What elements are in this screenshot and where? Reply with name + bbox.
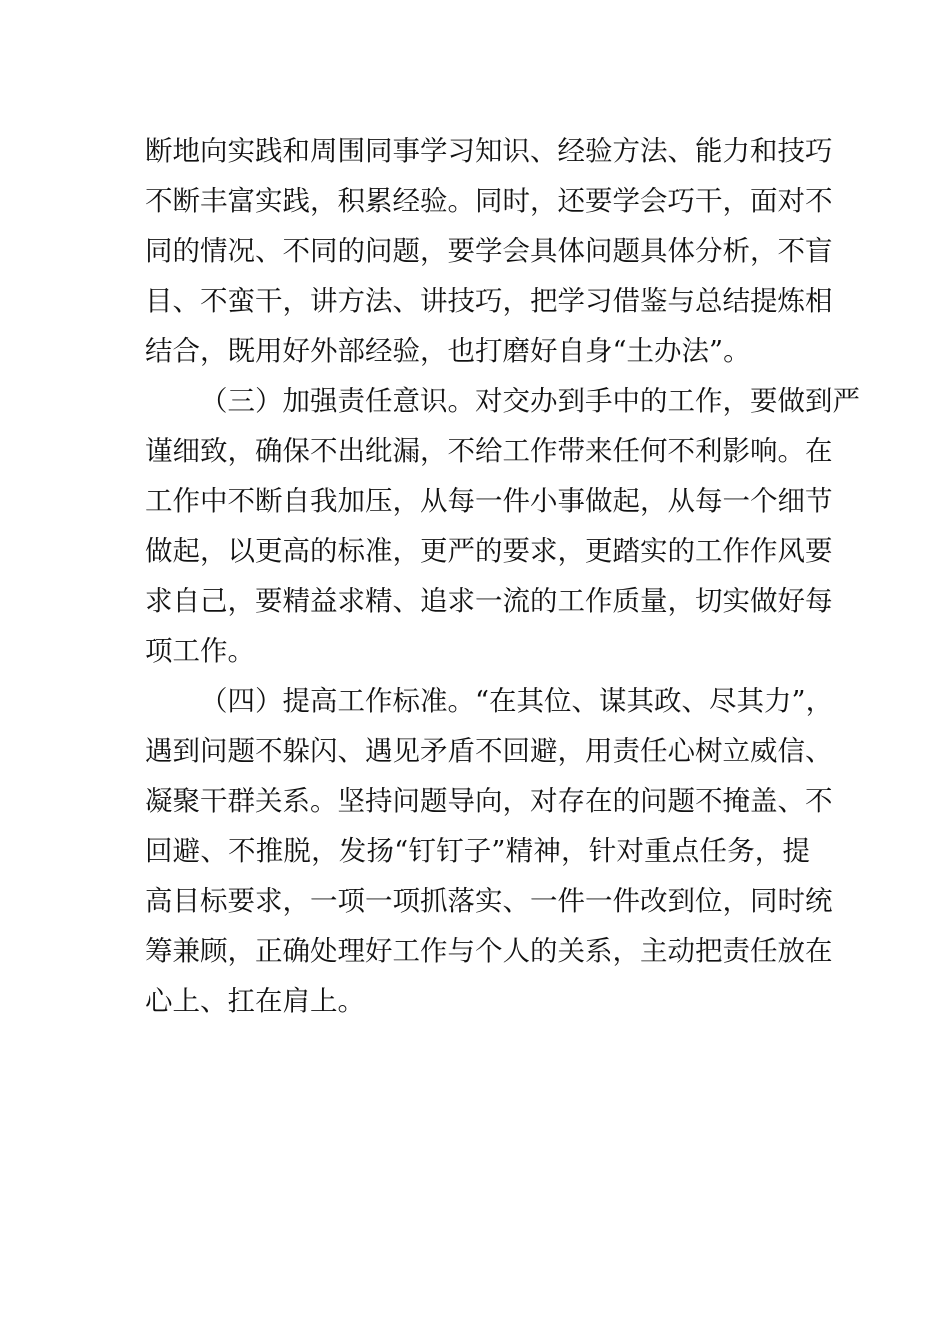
text-line: （三）加强责任意识。对交办到手中的工作，要做到严	[200, 385, 860, 417]
text-line: 谨细致，确保不出纰漏，不给工作带来任何不利影响。在	[145, 435, 833, 467]
text-line: 高目标要求，一项一项抓落实、一件一件改到位，同时统	[145, 885, 833, 917]
paragraph-responsibility	[145, 376, 860, 676]
text-line: 目、不蛮干，讲方法、讲技巧，把学习借鉴与总结提炼相	[145, 285, 833, 317]
text-line: 断地向实践和周围同事学习知识、经验方法、能力和技巧	[145, 135, 833, 167]
text-line: 做起，以更高的标准，更严的要求，更踏实的工作作风要	[145, 535, 833, 567]
text-line: 筹兼顾，正确处理好工作与个人的关系，主动把责任放在	[145, 935, 833, 967]
text-line: 工作中不断自我加压，从每一件小事做起，从每一个细节	[145, 485, 833, 517]
text-line: 结合，既用好外部经验，也打磨好自身“土办法”。	[145, 335, 751, 367]
text-line: 项工作。	[145, 635, 255, 667]
document-body	[145, 126, 860, 1026]
text-line: 凝聚干群关系。坚持问题导向，对存在的问题不掩盖、不	[145, 785, 833, 817]
text-line: 不断丰富实践，积累经验。同时，还要学会巧干，面对不	[145, 185, 833, 217]
text-line: 同的情况、不同的问题，要学会具体问题具体分析，不盲	[145, 235, 833, 267]
text-line: （四）提高工作标准。“在其位、谋其政、尽其力”，	[200, 685, 834, 717]
paragraph-continuation	[145, 126, 833, 376]
text-line: 遇到问题不躲闪、遇见矛盾不回避，用责任心树立威信、	[145, 735, 833, 767]
paragraph-standards	[145, 676, 834, 1026]
text-line: 回避、不推脱，发扬“钉钉子”精神，针对重点任务，提	[145, 835, 810, 867]
text-line: 心上、扛在肩上。	[145, 985, 365, 1017]
text-line: 求自己，要精益求精、追求一流的工作质量，切实做好每	[145, 585, 833, 617]
